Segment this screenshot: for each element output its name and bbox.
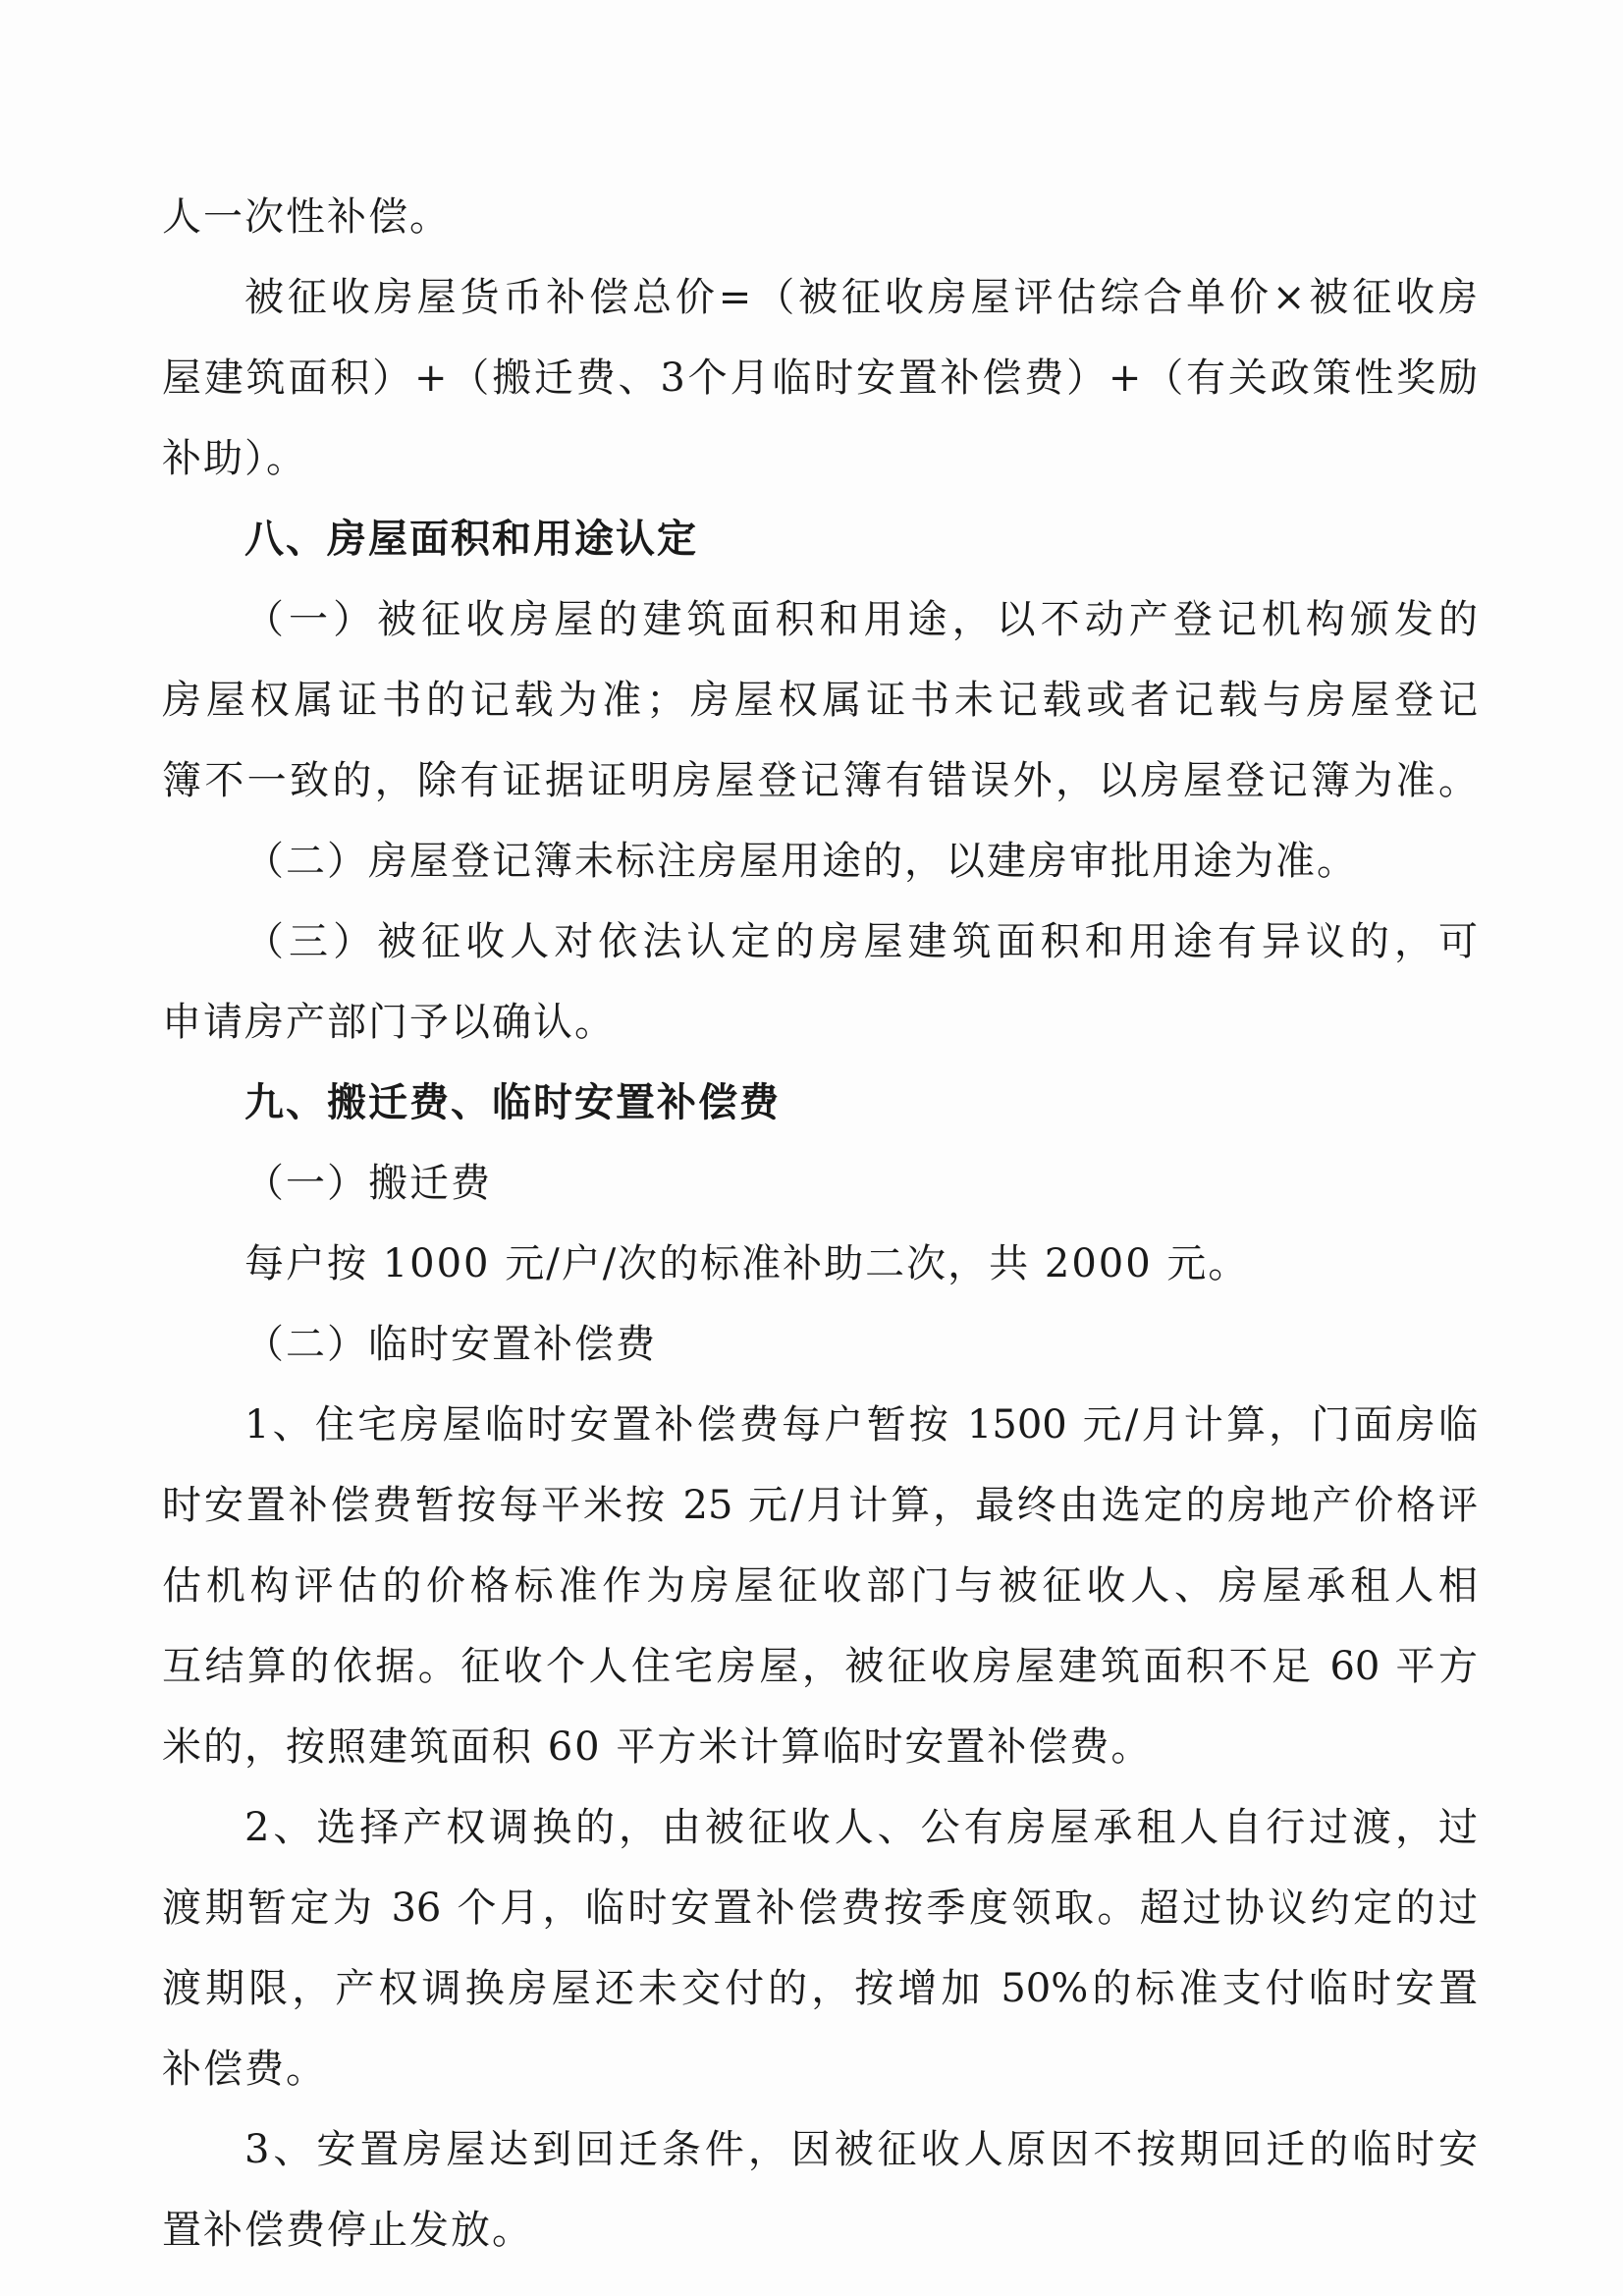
text-line: 房屋权属证书的记载为准；房屋权属证书未记载或者记载与房屋登记: [162, 678, 1478, 723]
text-line: 申请房产部门予以确认。: [162, 1000, 616, 1045]
text-line: 3、安置房屋达到回迁条件，因被征收人原因不按期回迁的临时安: [244, 2127, 1478, 2172]
text-line: 时安置补偿费暂按每平米按 25 元/月计算，最终由选定的房地产价格评: [162, 1483, 1478, 1528]
text-line: 簿不一致的，除有证据证明房屋登记簿有错误外，以房屋登记簿为准。: [162, 758, 1478, 803]
text-line: 互结算的依据。征收个人住宅房屋，被征收房屋建筑面积不足 60 平方: [162, 1644, 1478, 1689]
text-line: 1、住宅房屋临时安置补偿费每户暂按 1500 元/月计算，门面房临: [244, 1402, 1478, 1448]
text-line: 被征收房屋货币补偿总价=（被征收房屋评估综合单价×被征收房: [244, 275, 1478, 320]
section-heading: 八、房屋面积和用途认定: [244, 517, 698, 562]
text-line: 2、选择产权调换的，由被征收人、公有房屋承租人自行过渡，过: [244, 1805, 1478, 1850]
text-line: （三）被征收人对依法认定的房屋建筑面积和用途有异议的，可: [244, 919, 1478, 964]
text-line: 补偿费。: [162, 2047, 327, 2092]
subsection-heading: （一）搬迁费: [244, 1161, 492, 1206]
text-line: 每户按 1000 元/户/次的标准补助二次，共 2000 元。: [244, 1241, 1250, 1286]
text-line: 估机构评估的价格标准作为房屋征收部门与被征收人、房屋承租人相: [162, 1563, 1478, 1609]
section-heading: 九、搬迁费、临时安置补偿费: [244, 1080, 781, 1125]
subsection-heading: （二）临时安置补偿费: [244, 1322, 657, 1367]
text-line: （二）房屋登记簿未标注房屋用途的，以建房审批用途为准。: [244, 839, 1358, 884]
text-line: 米的，按照建筑面积 60 平方米计算临时安置补偿费。: [162, 1724, 1153, 1770]
text-line: （一）被征收房屋的建筑面积和用途，以不动产登记机构颁发的: [244, 597, 1478, 642]
text-line: 渡期限，产权调换房屋还未交付的，按增加 50%的标准支付临时安置: [162, 1966, 1478, 2011]
text-line: 置补偿费停止发放。: [162, 2208, 533, 2253]
text-line: 补助）。: [162, 436, 307, 481]
text-line: 屋建筑面积）+（搬迁费、3个月临时安置补偿费）+（有关政策性奖励: [162, 355, 1478, 401]
text-line: 人一次性补偿。: [162, 194, 451, 240]
text-line: 渡期暂定为 36 个月，临时安置补偿费按季度领取。超过协议约定的过: [162, 1886, 1478, 1931]
